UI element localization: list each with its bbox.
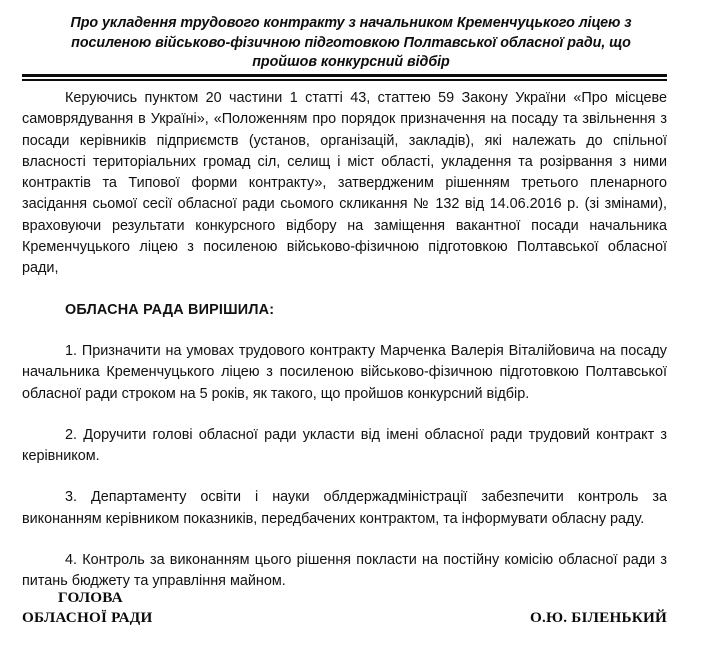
document-body (22, 88, 667, 593)
signature-block (22, 588, 667, 636)
resolution-item-2: 2. Доручити голові обласної ради укласти від імені обласної ради трудовий контракт з керівником. (22, 426, 667, 465)
resolution-item-3: 3. Департаменту освіти і науки облдержадміністрації забезпечити контроль за виконанням керівником показників, передбачених контрактом, та інформувати обласну раду. (22, 489, 667, 527)
preamble-paragraph: Керуючись пунктом 20 частини 1 статті 43, статтею 59 Закону України «Про місцеве самоврядування в Україні», «Положенням про порядок призначення на посаду та звільнення з посади керівників підприємств (установ, організацій, закладів), які належать до спільної власності територіальних громад сіл, селищ і міст області, укладення та розірвання з ними контрактів та Типової форми контракту», затвердженим рішенням третього пленарного засідання сьомої сесії обласної ради сьомого скликання № 132 від 14.06.2016 р. (зі змінами), враховуючи результати конкурсного відбору на заміщення вакантної посади начальника Кременчуцького ліцею з посиленою військово-фізичною підготовкою Полтавської обласної ради, (22, 90, 667, 277)
resolution-item-1: 1. Призначити на умовах трудового контракту Марченка Валерія Віталійовича на посаду начальника Кременчуцького ліцею з посиленою військово-фізичною підготовкою Полтавської обласної ради строком на 5 років, як такого, що пройшов конкурсний відбір. (22, 342, 667, 402)
document-title: Про укладення трудового контракту з начальником Кременчуцького ліцею з посиленою військово-фізичною підготовкою Полтавської обласної ради, що пройшов конкурсний відбір (70, 15, 632, 70)
signatory-name: О.Ю. БІЛЕНЬКИЙ (530, 608, 667, 626)
signatory-role (22, 588, 152, 627)
divider-thin-line (22, 79, 667, 81)
resolution-heading: ОБЛАСНА РАДА ВИРІШИЛА: (65, 301, 275, 318)
title-divider (22, 74, 667, 81)
signatory-role-line-2: ОБЛАСНОЇ РАДИ (22, 608, 153, 626)
signatory-role-line-1: ГОЛОВА (58, 589, 123, 606)
divider-thick-line (22, 74, 667, 77)
resolution-item-4: 4. Контроль за виконанням цього рішення покласти на постійну комісію обласної ради з питань бюджету та управління майном. (22, 552, 667, 590)
